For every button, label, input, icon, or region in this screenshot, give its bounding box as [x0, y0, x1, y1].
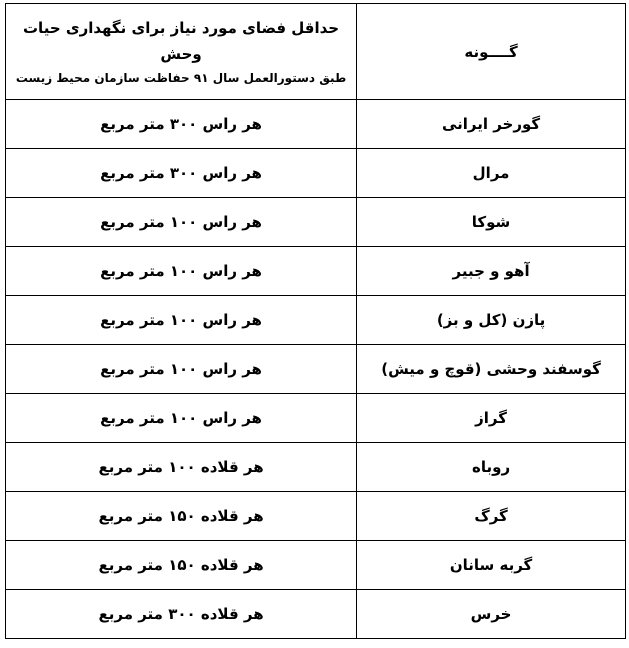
table-row	[6, 443, 626, 492]
species-cell: شوکا	[357, 198, 626, 247]
space-header	[6, 4, 357, 100]
species-cell: آهو و جبیر	[357, 247, 626, 296]
wildlife-space-table	[5, 3, 626, 639]
species-cell: گراز	[357, 394, 626, 443]
header-row	[6, 4, 626, 100]
space-cell: هر قلاده ۱۵۰ متر مربع	[6, 541, 357, 590]
space-cell: هر راس ۱۰۰ متر مربع	[6, 198, 357, 247]
table-row	[6, 541, 626, 590]
space-cell: هر قلاده ۳۰۰ متر مربع	[6, 590, 357, 639]
space-cell: هر راس ۳۰۰ متر مربع	[6, 149, 357, 198]
space-header-subtitle: طبق دستورالعمل سال ۹۱ حفاظت سازمان محیط زیست	[15, 70, 347, 85]
table-row	[6, 590, 626, 639]
table-row	[6, 492, 626, 541]
species-cell: روباه	[357, 443, 626, 492]
table-row	[6, 100, 626, 149]
space-cell: هر راس ۱۰۰ متر مربع	[6, 247, 357, 296]
species-cell: گرگ	[357, 492, 626, 541]
species-header: گــــونه	[357, 4, 626, 100]
table-row	[6, 247, 626, 296]
table-row	[6, 345, 626, 394]
species-cell: گوسفند وحشی (قوچ و میش)	[357, 345, 626, 394]
space-cell: هر قلاده ۱۰۰ متر مربع	[6, 443, 357, 492]
space-cell: هر راس ۱۰۰ متر مربع	[6, 345, 357, 394]
species-cell: خرس	[357, 590, 626, 639]
space-header-title: حداقل فضای مورد نیاز برای نگهداری حیات وحش	[22, 18, 340, 63]
space-cell: هر راس ۱۰۰ متر مربع	[6, 296, 357, 345]
space-cell: هر قلاده ۱۵۰ متر مربع	[6, 492, 357, 541]
species-cell: گربه سانان	[357, 541, 626, 590]
species-cell: مرال	[357, 149, 626, 198]
space-cell: هر راس ۳۰۰ متر مربع	[6, 100, 357, 149]
species-cell: گورخر ایرانی	[357, 100, 626, 149]
table-row	[6, 394, 626, 443]
table-row	[6, 198, 626, 247]
space-cell: هر راس ۱۰۰ متر مربع	[6, 394, 357, 443]
species-cell: پازن (کل و بز)	[357, 296, 626, 345]
table-row	[6, 149, 626, 198]
table-row	[6, 296, 626, 345]
